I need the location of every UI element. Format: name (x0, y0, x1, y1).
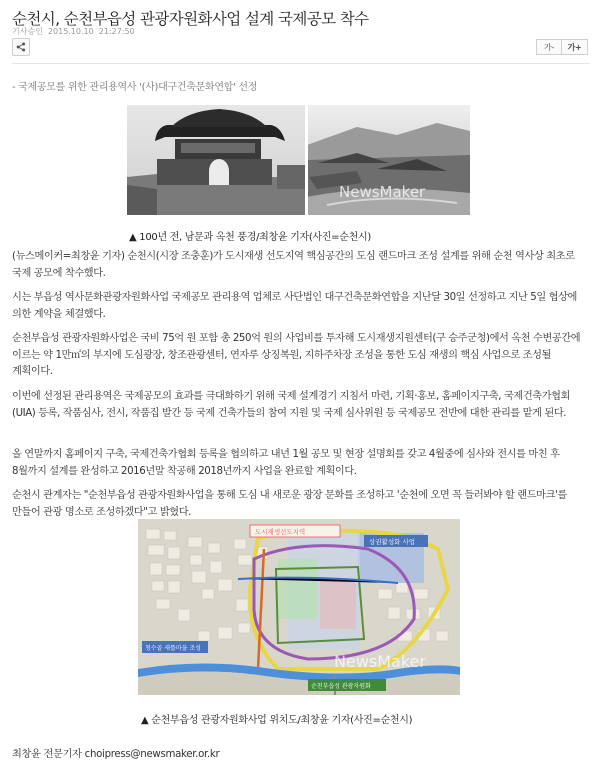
map-label-south: 순천부읍성 관광자원화 (311, 683, 371, 690)
share-button[interactable] (12, 38, 30, 56)
article-paragraph-6: 순천시 관계자는 "순천부읍성 관광자원화사업을 통해 도심 내 새로운 광장 문화를 조성하고 '순천에 오면 꼭 들러봐야 할 랜드마크'를 만들어 관광 명소로 조성하겠다"고 밝혔다. (12, 490, 567, 518)
article-date: 2015.10.10 (47, 27, 94, 36)
photo1-watermark: NewsMaker (339, 183, 426, 201)
map-label-river: 청수골 새뜰마을 조성 (145, 645, 201, 652)
font-larger-button[interactable]: 가+ (562, 39, 588, 55)
article-subtitle: - 국제공모를 위한 관리용역사 '(사)대구건축문화연합' 선정 (12, 82, 258, 93)
font-size-controls (536, 39, 588, 55)
article-paragraph-3: 순천부읍성 관광자원화사업은 국비 75억 원 포함 총 250억 원의 사업비를 투자해 도시재생지원센터(구 승주군청)에서 옥천 수변공간에 이르는 약 1만㎡의 부지에 도심광장, 창조관광센터, 연자루 상징복원, 지하주차장 조성을 통한 도심 재생의 핵심 사업으로 조성될 계획이다. (12, 333, 581, 378)
article-paragraph-2: 시는 부읍성 역사문화관광자원화사업 국제공모 관리용역 업체로 사단법인 대구건축문화연합을 지난달 30일 선정하고 지난 5일 협상에 의한 계약을 체결했다. (12, 292, 577, 320)
font-smaller-button[interactable]: 가- (536, 39, 562, 55)
article-time: 21:27:50 (98, 27, 135, 36)
share-icon (16, 42, 26, 52)
article-meta (12, 26, 135, 37)
meta-label: 기사승인 (12, 27, 43, 36)
article-byline: 최창윤 전문기자 choipress@newsmaker.or.kr (12, 749, 220, 760)
article-title: 순천시, 순천부읍성 관광자원화사업 설계 국제공모 착수 (12, 10, 369, 28)
article-paragraph-5: 올 연말까지 홈페이지 구축, 국제건축가협회 등록을 협의하고 내년 1월 공모 및 현장 설명회를 갖고 4월중에 심사와 전시를 마친 후 8월까지 설계를 완성하고 2016년말 착공해 2018년까지 사업을 완료할 계획이다. (12, 449, 560, 477)
photo2-watermark: NewsMaker (334, 652, 426, 671)
article-paragraph-4: 이번에 선정된 관리용역은 국제공모의 효과를 극대화하기 위해 국제 설계경기 지침서 마련, 기획·홍보, 홈페이지구축, 국제건축가협회(UIA) 등록, 작품심사, 전시, 작품집 발간 등 국제 건축가들의 참여 지원 및 국제 심사위원 등 국제공모 전반에 대한 관리를 맡게 된다. (12, 391, 571, 419)
header-divider (12, 63, 590, 64)
photo1-caption: ▲ 100년 전, 남문과 옥천 풍경/최창윤 기자(사진=순천시) (129, 232, 371, 243)
historic-photo (127, 105, 470, 215)
map-label-center: 도시재생선도지역 (255, 528, 306, 536)
map-label-east: 상권활성화 사업 (369, 538, 416, 546)
site-map-image (138, 519, 460, 695)
photo2-caption: ▲ 순천부읍성 관광자원화사업 위치도/최창윤 기자(사진=순천시) (141, 715, 413, 726)
article-paragraph-1: (뉴스메이커=최창윤 기자) 순천시(시장 조충훈)가 도시재생 선도지역 핵심공간의 도심 랜드마크 조성 설계를 위해 순천 역사상 최초로 국제 공모에 착수했다. (12, 251, 575, 279)
